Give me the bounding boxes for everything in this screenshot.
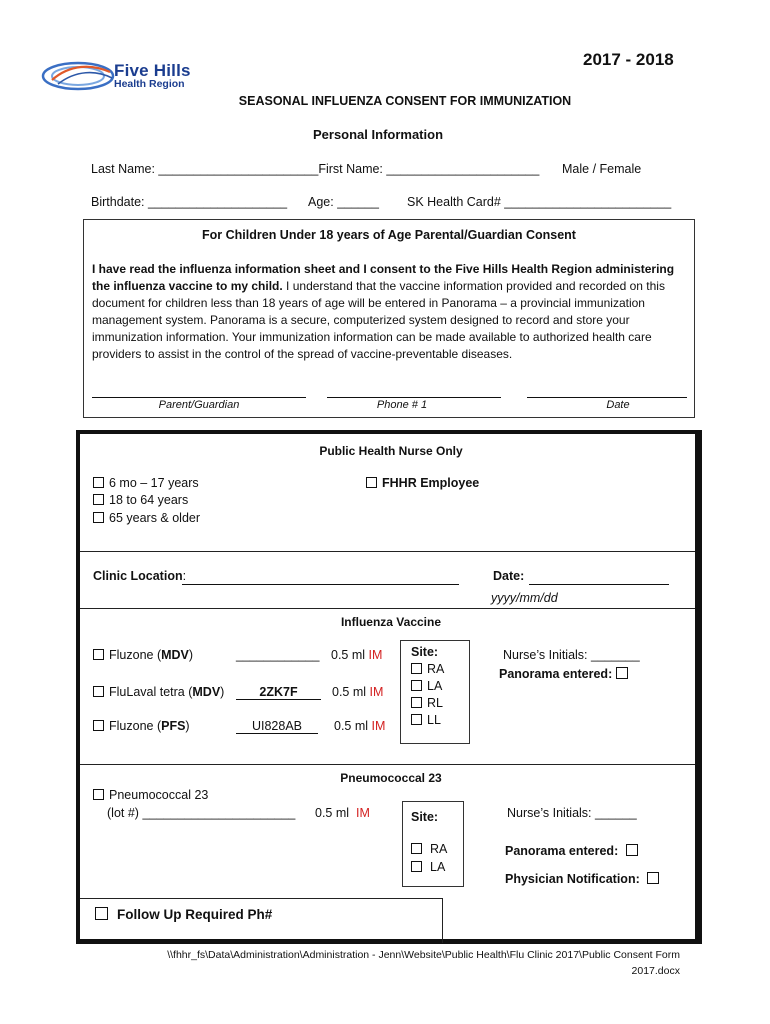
checkbox-icon[interactable] (366, 477, 377, 488)
divider (80, 551, 695, 552)
site-option-ll[interactable] (411, 713, 441, 727)
last-name-label: Last Name: (91, 162, 155, 176)
footer-path-line2: 2017.docx (631, 965, 680, 977)
age-option-label: 6 mo – 17 years (109, 476, 199, 490)
physician-notification-row[interactable] (505, 872, 664, 886)
age-option-2[interactable] (93, 493, 188, 507)
vaccine-row-2[interactable] (93, 685, 224, 699)
vaccine-dose-3 (334, 719, 385, 733)
form-title: SEASONAL INFLUENZA CONSENT FOR IMMUNIZATION (238, 94, 572, 108)
clinic-colon: : (182, 569, 187, 583)
health-card-field[interactable]: ________________________ (504, 195, 672, 209)
year-label: 2017 - 2018 (583, 50, 674, 69)
pneumo-lot-row (107, 806, 295, 820)
footer-path (60, 947, 680, 979)
health-card-row (407, 195, 671, 209)
checkbox-icon[interactable] (93, 649, 104, 660)
influenza-panorama-row[interactable] (499, 667, 633, 681)
section-title: Personal Information (312, 127, 444, 142)
age-field[interactable]: ______ (337, 195, 379, 209)
footer-path-line1: \\fhhr_fs\Data\Administration\Administration - Jenn\Website\Public Health\Flu Clinic 2017\Public Consent Form (167, 949, 680, 961)
site-option-label: LA (430, 860, 446, 874)
dose-value: 0.5 ml (334, 719, 369, 733)
lot-label: (lot #) (107, 806, 139, 820)
vaccine-close: ) (185, 719, 190, 733)
age-option-3[interactable] (93, 511, 200, 525)
consent-title: For Children Under 18 years of Age Parental/Guardian Consent (202, 228, 576, 242)
last-name-field[interactable]: _______________________ (158, 162, 319, 176)
checkbox-icon[interactable] (411, 663, 422, 674)
consent-bold-text: I have read the influenza information sheet and I consent to the Five Hills Health Region administering the influenza vaccine to my child. (92, 262, 675, 293)
pneumo-name: Pneumococcal 23 (109, 788, 209, 802)
site-option-label: RA (430, 842, 448, 856)
health-card-label: SK Health Card# (407, 195, 501, 209)
birthdate-field[interactable]: ____________________ (148, 195, 288, 209)
route-value: IM (356, 806, 370, 820)
checkbox-icon[interactable] (93, 477, 104, 488)
checkbox-icon[interactable] (411, 843, 422, 854)
logo-swoosh-icon (40, 58, 120, 94)
clinic-date-label: Date: (493, 569, 525, 583)
vaccine-close: ) (220, 685, 225, 699)
pneumo-option[interactable] (93, 788, 208, 802)
sex-label[interactable]: Male / Female (562, 162, 642, 176)
site-label: Site: (411, 810, 439, 824)
checkbox-icon[interactable] (95, 907, 108, 920)
vaccine-type: MDV (161, 648, 189, 662)
pneumo-title: Pneumococcal 23 (340, 771, 442, 785)
physician-label: Physician Notification: (505, 872, 640, 886)
route-value: IM (368, 648, 383, 662)
age-option-label: 65 years & older (109, 511, 201, 525)
consent-paragraph (92, 261, 688, 363)
site-option-ra[interactable] (411, 842, 447, 856)
initials-field[interactable]: ______ (595, 806, 637, 820)
birthdate-label: Birthdate: (91, 195, 145, 209)
initials-label: Nurse’s Initials: (503, 648, 588, 662)
vaccine-name: Fluzone ( (109, 719, 162, 733)
checkbox-icon[interactable] (93, 512, 104, 523)
first-name-field[interactable]: ______________________ (386, 162, 540, 176)
date-label: Date (606, 399, 630, 411)
pneumo-initials-row (507, 806, 637, 820)
vaccine-row-1[interactable] (93, 648, 193, 662)
pneumo-panorama-row[interactable] (505, 844, 643, 858)
divider (80, 764, 695, 765)
panorama-label: Panorama entered: (499, 667, 613, 681)
checkbox-icon[interactable] (411, 861, 422, 872)
influenza-site-box (400, 640, 470, 744)
vaccine-close: ) (188, 648, 194, 662)
vaccine-dose-1 (331, 648, 382, 662)
consent-body-text: I understand that the vaccine information provided and recorded on this document for children less than 18 years of age will be entered in Panorama – a provincial immunization management system. Panorama is a secure, computerized system designed to record and store your immunization information. Your immunization information can be made available to authorized health care providers to assist in the control of the spread of vaccine-preventable diseases. (92, 279, 665, 361)
lot-field[interactable]: ______________________ (142, 806, 296, 820)
site-option-ra[interactable] (411, 662, 444, 676)
clinic-location-label: Clinic Location (93, 569, 183, 583)
fhhr-employee-label: FHHR Employee (382, 476, 480, 490)
checkbox-icon[interactable] (411, 714, 422, 725)
pneumo-site-box (402, 801, 464, 887)
logo (40, 58, 205, 94)
age-option-label: 18 to 64 years (109, 493, 189, 507)
checkbox-icon[interactable] (93, 789, 104, 800)
vaccine-lot-2[interactable] (236, 685, 321, 700)
parent-guardian-label: Parent/Guardian (158, 399, 240, 411)
vaccine-lot-1[interactable]: ____________ (236, 648, 320, 662)
age-row (308, 195, 379, 209)
influenza-initials-row (503, 648, 640, 662)
age-label: Age: (308, 195, 334, 209)
site-option-label: LA (427, 679, 443, 693)
checkbox-icon[interactable] (626, 844, 638, 856)
vaccine-lot-3[interactable] (236, 719, 318, 734)
phone-label: Phone # 1 (376, 399, 428, 411)
vaccine-name: Fluzone ( (109, 648, 162, 662)
checkbox-icon[interactable] (647, 872, 659, 884)
site-option-label: RL (427, 696, 443, 710)
first-name-label: First Name: (318, 162, 383, 176)
lot-number: 2ZK7F (259, 685, 298, 699)
dose-value: 0.5 ml (332, 685, 367, 699)
site-option-label: RA (427, 662, 445, 676)
checkbox-icon[interactable] (93, 720, 104, 731)
logo-title: Five Hills (114, 61, 191, 80)
clinic-date-field[interactable] (529, 584, 669, 585)
phone-signature-line[interactable] (327, 397, 501, 398)
dose-value: 0.5 ml (315, 806, 350, 820)
followup-row[interactable] (95, 907, 272, 922)
route-value: IM (369, 685, 384, 699)
divider (80, 608, 695, 609)
checkbox-icon[interactable] (411, 680, 422, 691)
dose-value: 0.5 ml (331, 648, 366, 662)
checkbox-icon[interactable] (93, 686, 104, 697)
logo-subtitle: Health Region (114, 78, 185, 90)
site-option-rl[interactable] (411, 696, 443, 710)
site-option-la[interactable] (411, 679, 442, 693)
vaccine-type: MDV (192, 685, 221, 699)
panorama-label: Panorama entered: (505, 844, 619, 858)
vaccine-row-3[interactable] (93, 719, 190, 733)
followup-label: Follow Up Required Ph# (117, 907, 273, 922)
fhhr-employee-option[interactable] (366, 476, 479, 490)
vaccine-name: FluLaval tetra ( (109, 685, 193, 699)
date-signature-line[interactable] (527, 397, 687, 398)
clinic-location-field[interactable] (182, 584, 459, 585)
initials-label: Nurse’s Initials: (507, 806, 592, 820)
site-option-label: LL (427, 713, 441, 727)
pneumo-dose (315, 806, 370, 820)
influenza-title: Influenza Vaccine (340, 615, 442, 629)
parent-signature-line[interactable] (92, 397, 306, 398)
date-format-hint: yyyy/mm/dd (491, 591, 558, 605)
initials-field[interactable]: _______ (591, 648, 640, 662)
vaccine-dose-2 (332, 685, 383, 699)
route-value: IM (371, 719, 386, 733)
site-option-la[interactable] (411, 860, 445, 874)
lot-number: UI828AB (251, 719, 303, 733)
vaccine-type: PFS (161, 719, 186, 733)
checkbox-icon[interactable] (616, 667, 628, 679)
birthdate-row (91, 195, 287, 209)
age-option-1[interactable] (93, 476, 199, 490)
checkbox-icon[interactable] (93, 494, 104, 505)
site-label: Site: (411, 645, 439, 659)
last-name-row (91, 162, 539, 176)
nurse-section-title: Public Health Nurse Only (319, 444, 463, 458)
clinic-location-row (93, 569, 186, 583)
checkbox-icon[interactable] (411, 697, 422, 708)
